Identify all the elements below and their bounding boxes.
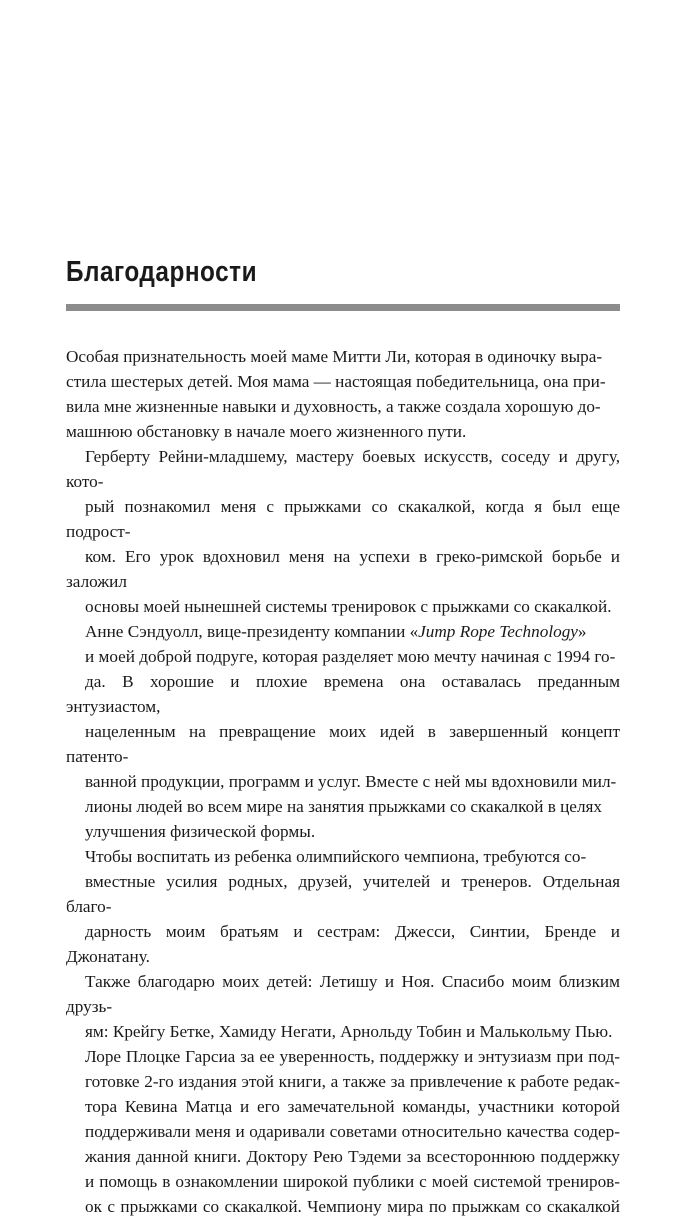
paragraph-mentor xyxy=(66,444,620,619)
text-line: стила шестерых детей. Моя мама — настоящая победительница, она при- xyxy=(66,372,606,391)
text-line: ок с прыжками со скакалкой. Чемпиону мира по прыжкам со скакалкой xyxy=(85,1197,620,1216)
text-line: да. В хорошие и плохие времена она оставалась преданным энтузиастом, xyxy=(66,672,620,716)
text-line: вила мне жизненные навыки и духовность, а также создала хорошую до- xyxy=(66,397,601,416)
text-line: Чтобы воспитать из ребенка олимпийского чемпиона, требуются со- xyxy=(85,847,587,866)
text-line: дарность моим братьям и сестрам: Джесси, Синтии, Бренде и Джонатану. xyxy=(66,922,620,966)
text-line: улучшения физической формы. xyxy=(85,822,316,841)
text-line: Лоре Плоцке Гарсиа за ее уверенность, поддержку и энтузиазм при под- xyxy=(85,1047,620,1066)
title-divider xyxy=(66,304,620,311)
paragraph-partner xyxy=(66,619,620,844)
text-line: нацеленным на превращение моих идей в завершенный концепт патенто- xyxy=(66,722,620,766)
text-line: ком. Его урок вдохновил меня на успехи в греко-римской борьбе и заложил xyxy=(66,547,620,591)
text-fragment: » xyxy=(577,622,587,641)
text-line: лионы людей во всем мире на занятия прыжками со скакалкой в целях xyxy=(85,797,603,816)
text-line: готовке 2-го издания этой книги, а также за привлечение к работе редак- xyxy=(85,1072,620,1091)
text-line: Герберту Рейни-младшему, мастеру боевых искусств, соседу и другу, кото- xyxy=(66,447,620,491)
text-line: Особая признательность моей маме Митти Ли, которая в одиночку выра- xyxy=(66,347,603,366)
text-line: машнюю обстановку в начале моего жизненного пути. xyxy=(66,422,467,441)
page-title: Благодарности xyxy=(66,256,258,288)
text-line: Также благодарю моих детей: Летишу и Ноя. Спасибо моим близким друзь- xyxy=(66,972,620,1016)
text-line: тора Кевина Матца и его замечательной команды, участники которой xyxy=(85,1097,620,1116)
text-line: поддерживали меня и одаривали советами относительно качества содер- xyxy=(85,1122,620,1141)
company-name: Jump Rope Technology xyxy=(418,622,578,641)
text-line: ям: Крейгу Бетке, Хамиду Негати, Арнольду Тобин и Малькольму Пью. xyxy=(85,1022,613,1041)
text-line: рый познакомил меня с прыжками со скакалкой, когда я был еще подрост- xyxy=(66,497,620,541)
body-text xyxy=(66,344,620,1219)
text-line: ванной продукции, программ и услуг. Вместе с ней мы вдохновили мил- xyxy=(85,772,617,791)
text-fragment: Анне Сэндуолл, вице-президенту компании « xyxy=(85,622,419,641)
text-line: и помощь в ознакомлении широкой публики с моей системой трениров- xyxy=(85,1172,620,1191)
text-line: и моей доброй подруге, которая разделяет мою мечту начиная с 1994 го- xyxy=(85,647,616,666)
text-line: жания данной книги. Доктору Рею Тэдеми за всестороннюю поддержку xyxy=(85,1147,620,1166)
paragraph-mother xyxy=(66,344,620,444)
text-line xyxy=(66,619,620,644)
text-line: основы моей нынешней системы тренировок с прыжками со скакалкой. xyxy=(85,597,612,616)
paragraph-family xyxy=(66,844,620,1044)
text-line: вместные усилия родных, друзей, учителей и тренеров. Отдельная благо- xyxy=(66,872,620,916)
paragraph-editors xyxy=(66,1044,620,1219)
